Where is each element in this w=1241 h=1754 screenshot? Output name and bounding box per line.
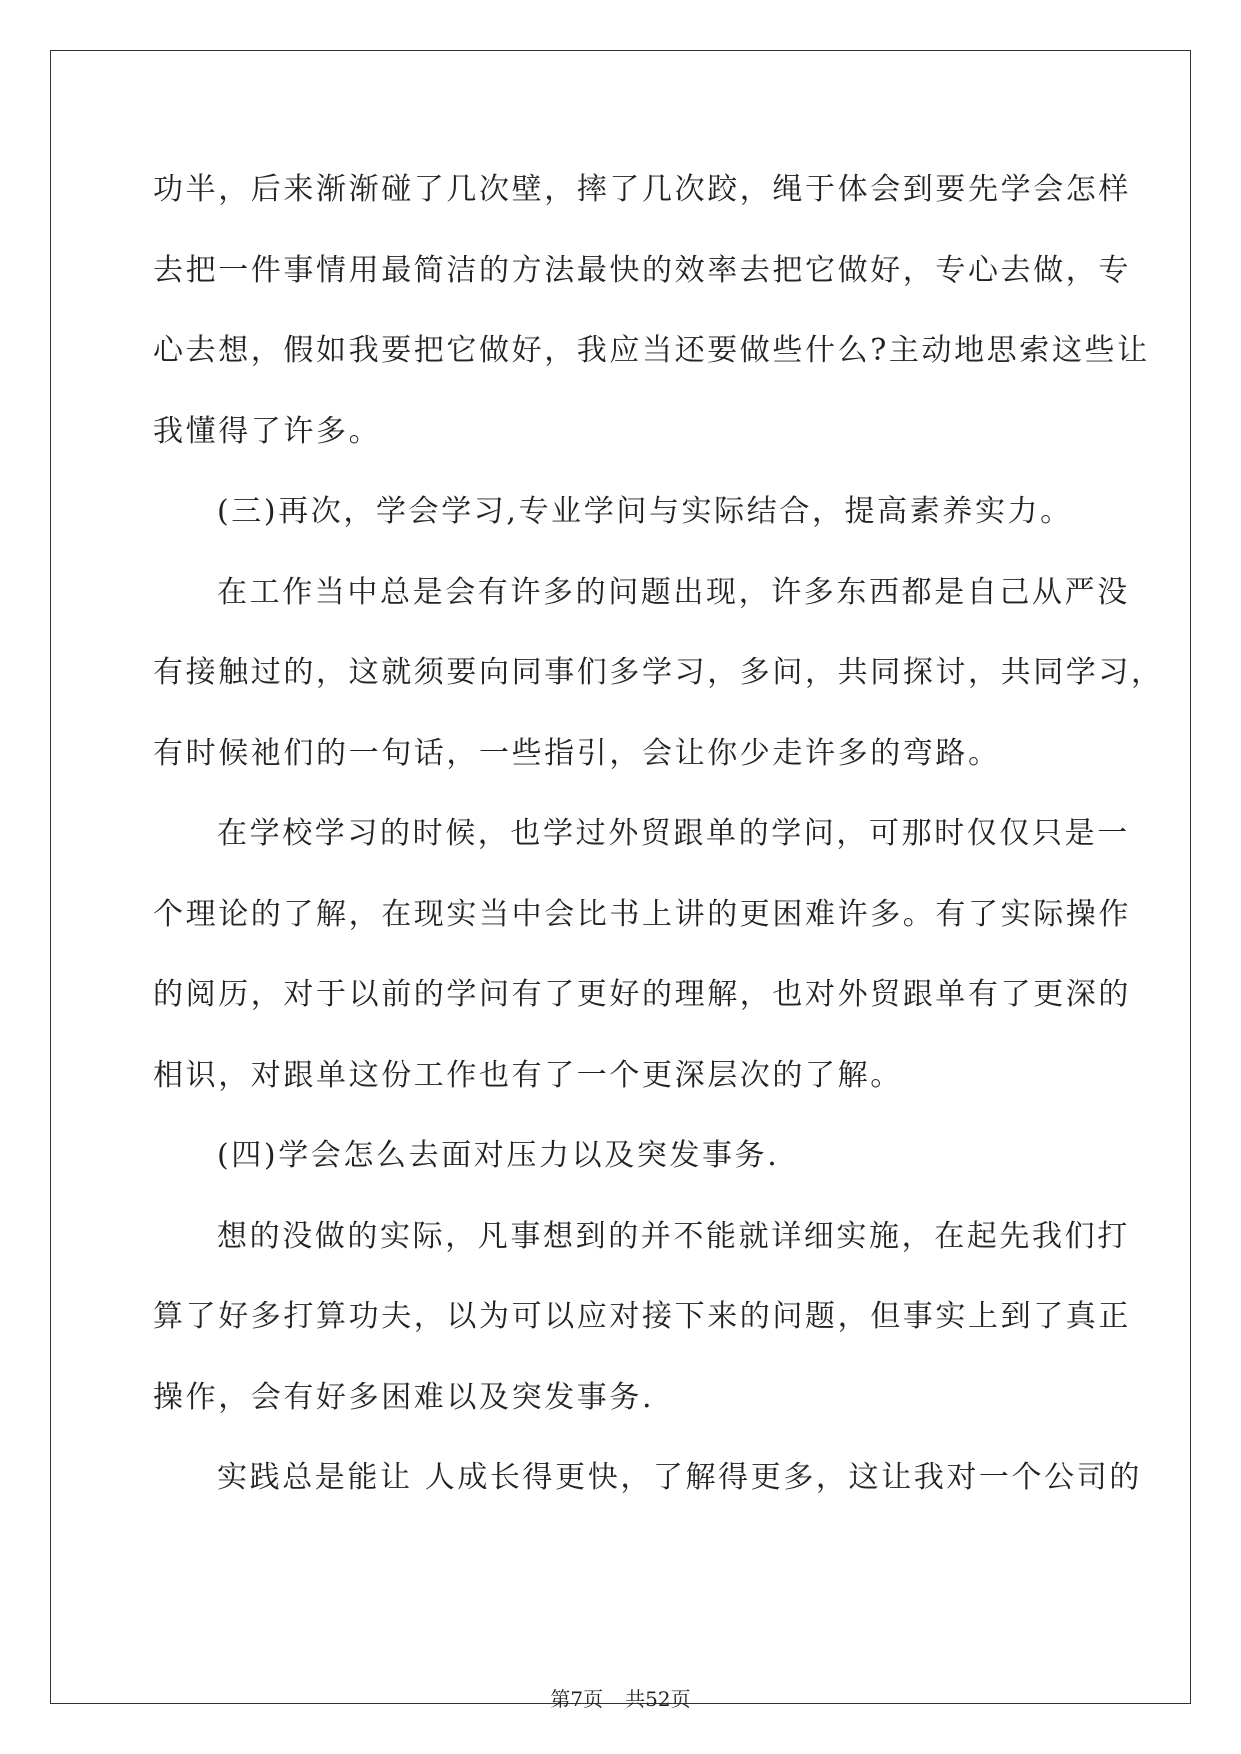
- text-line: 在学校学习的时候，也学过外贸跟单的学问，可那时仅仅只是一: [217, 816, 1130, 851]
- total-pages: 共52页: [625, 1687, 691, 1711]
- text-line: 去把一件事情用最简洁的方法最快的效率去把它做好，专心去做，专: [153, 252, 1131, 288]
- text-line: 操作，会有好多困难以及突发事务.: [153, 1379, 655, 1415]
- page-footer: [0, 1683, 1241, 1712]
- text-line: 算了好多打算功夫，以为可以应对接下来的问题，但事实上到了真正: [153, 1299, 1131, 1334]
- text-line: 相识，对跟单这份工作也有了一个更深层次的了解。: [153, 1057, 903, 1093]
- section-heading: (四)学会怎么去面对压力以及突发事务.: [217, 1138, 780, 1173]
- text-line: 的阅历，对于以前的学问有了更好的理解，也对外贸跟单有了更深的: [153, 977, 1131, 1012]
- text-line: 功半，后来渐渐碰了几次壁，摔了几次跤，绳于体会到要先学会怎样: [153, 172, 1131, 207]
- text-line: 我懂得了许多。: [153, 413, 382, 449]
- page-number: 第7页: [550, 1687, 604, 1711]
- text-line: 在工作当中总是会有许多的问题出现，许多东西都是自己从严没: [217, 574, 1130, 610]
- text-line: 个理论的了解，在现实当中会比书上讲的更困难许多。有了实际操作: [153, 896, 1131, 932]
- text-line: 实践总是能让 人成长得更快，了解得更多，这让我对一个公司的: [217, 1460, 1142, 1495]
- text-line: 想的没做的实际，凡事想到的并不能就详细实施，在起先我们打: [217, 1218, 1130, 1254]
- section-heading: (三)再次，学会学习,专业学问与实际结合，提高素养实力。: [217, 494, 1073, 529]
- text-line: 心去想，假如我要把它做好，我应当还要做些什么?主动地思索这些让: [153, 333, 1150, 368]
- text-line: 有接触过的，这就须要向同事们多学习，多问，共同探讨，共同学习，: [153, 655, 1164, 690]
- text-line: 有时候祂们的一句话，一些指引，会让你少走许多的弯路。: [153, 735, 1001, 771]
- document-body: [153, 160, 1164, 1529]
